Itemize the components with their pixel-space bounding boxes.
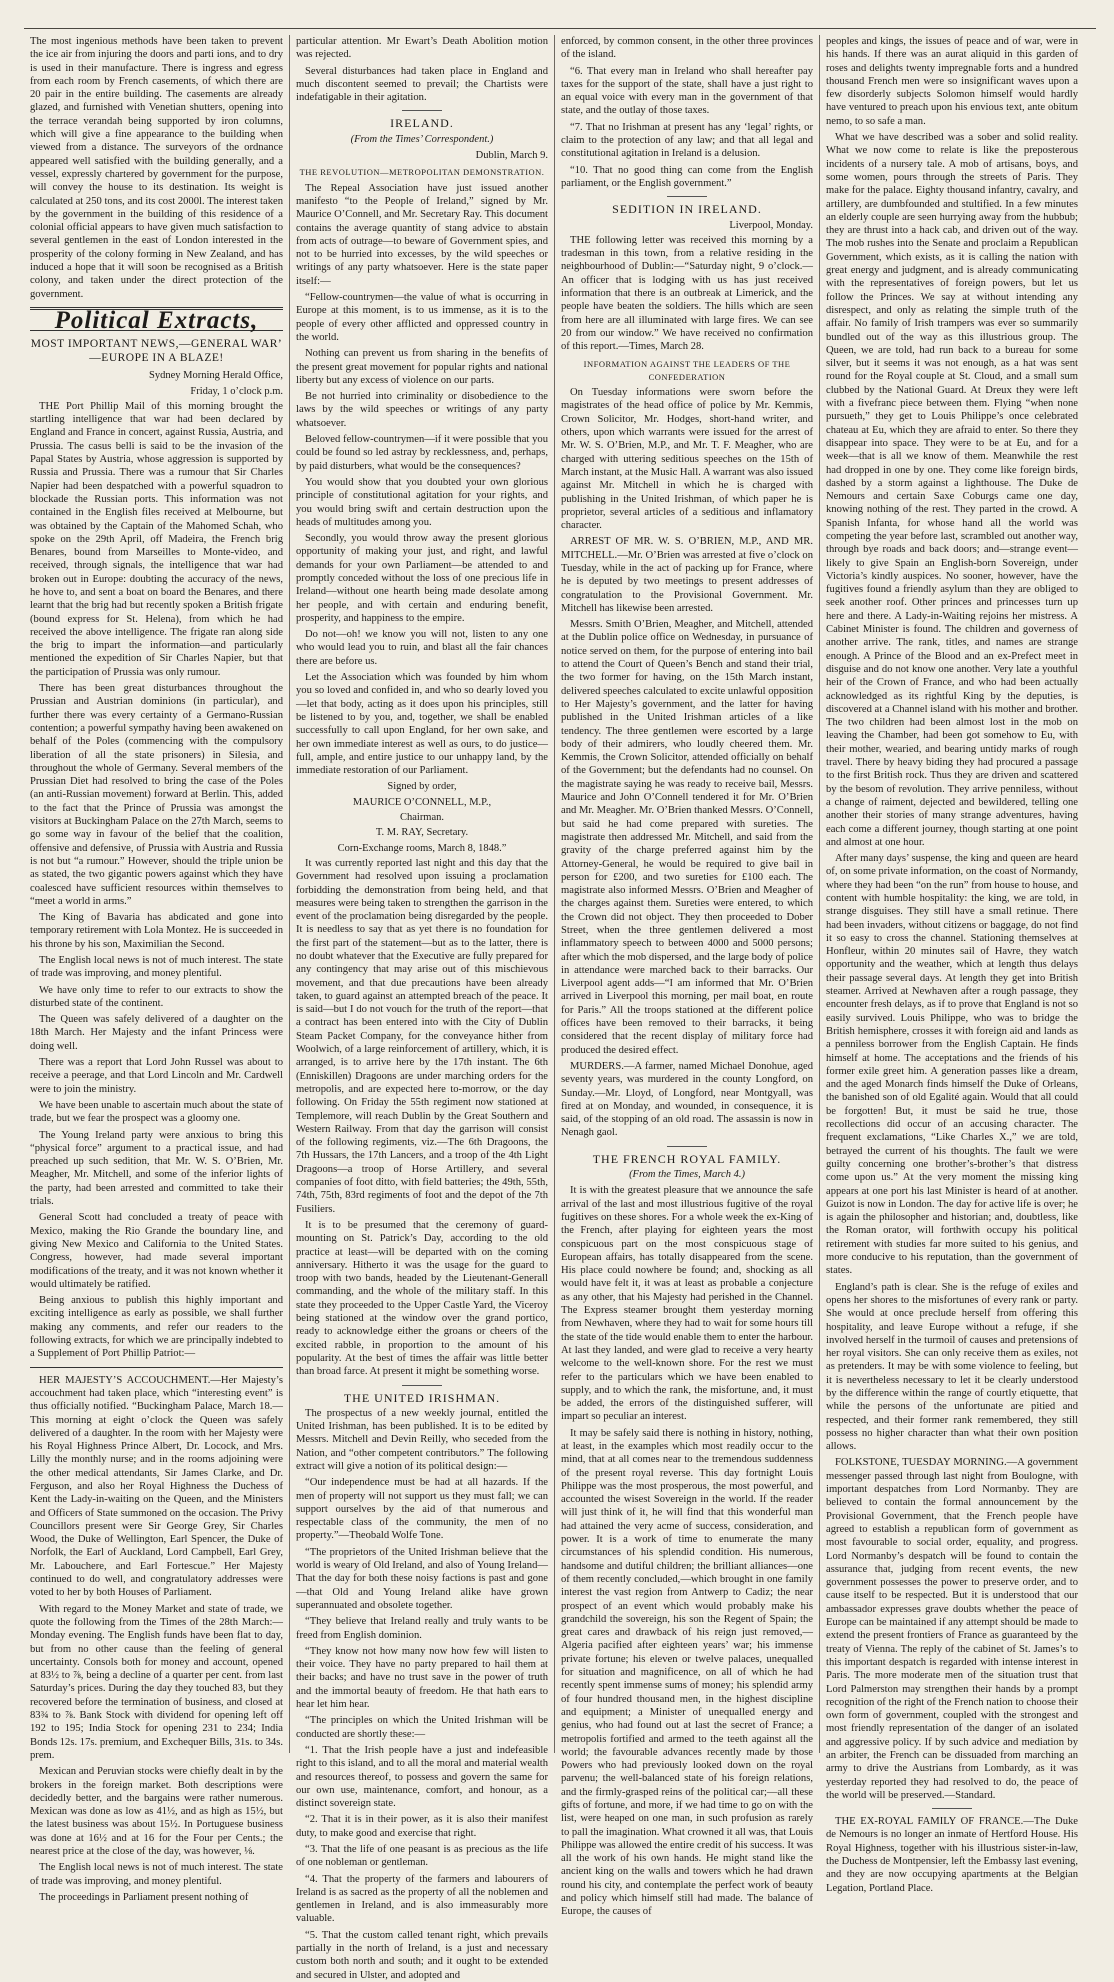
article-paragraph: General Scott had concluded a treaty of peace with Mexico, making the Rio Grande the boundary line, and giving New Mexico and California to the United States. Congress, however, had made several important modifications of the treaty, and it was not known whether it would ultimately be ratified. <box>30 1212 283 1290</box>
article-source: (From the Times’ Correspondent.) <box>350 133 494 145</box>
article-paragraph: “7. That no Irishman at present has any ‘legal’ rights, or claim to the protection of any law; and that all legal and constitutional agitation in Ireland is a delusion. <box>561 121 813 160</box>
article-paragraph: The Queen was safely delivered of a daughter on the 18th March. Her Majesty and the infant Princess were doing well. <box>30 1014 283 1052</box>
article-paragraph: HER MAJESTY’S ACCOUCHMENT.—Her Majesty’s accouchment had taken place, which “interesting event” is thus officially notified. “Buckingham Palace, March 18.—This morning at eight o’clock the Queen was safely delivered of a daughter. In the room with her Majesty were his Royal Highness Prince Albert, Dr. Locock, and Mrs. Lilly the monthly nurse; and in the rooms adjoining were the other medical attendants, Sir James Clarke, and Dr. Ferguson, and also her Royal Highness the Duchess of Kent the Lady-in-waiting on the Queen, and the Ministers and Officers of State summoned on the occasion. The Privy Councillors present were Sir George Grey, Sir Charles Wood, the Duke of Wellington, Earl Spencer, the Duke of Norfolk, the Earl of Auckland, Lord Campbell, Earl Grey, Mr. Labouchere, and Earl Fortescue.” Her Majesty continued to do well, and congratulatory addresses were voted to her by both Houses of Parliament. <box>30 1374 283 1599</box>
article-paragraph: What we have described was a sober and solid reality. What we now come to relate is like the preposterous incidents of a nursery tale. A mob of artisans, boys, and some women, pours through the streets of Paris. They make for the palace. Eighty thousand infantry, cavalry, and artillery, are dumbfounded and stultified. In a few minutes an elderly couple are seen hurrying away from the hubbub; they are thrust into a hack cab, and driven out of the way. The mob rushes into the Senate and proclaim a Republican Government, which exists, as it is calling the nation with great energy and judgment, and is already communicating with the representatives of foreign powers, but let us follow the Princes. We say at without intending any disrespect, and only as relating the simple truth of the affair. No family of Irish trampers was ever so summarily bundled out of the way as this illustrious group. The Queen, we are told, had run back to a bureau for some silver, but it seems it was not enough, as a hat was sent round for the Royal couple at St. Cloud, and a small sum clubbed by the National Guard. At Dreux they were left with a fivefranc piece between them. Flying “when none pursueth,” they get to Louis Philippe’s once celebrated chateau at Eu, which they are afraid to enter. So there they disappear into space. They were to be at Eu, and for a week—that is all we know of them. Meanwhile the rest had dropped in one by one. They come like foreign birds, dashed by a storm against a lighthouse. The Duke de Nemours and certain Saxe Coburgs came one day, knowing nothing of the rest. They parted in the crowd. A Spanish Infanta, for whose hand all the world was competing the year before last, scrambled out another way, through bye roads and back doors; and—strange event—likely to give Spain an English-born Sovereign, under Victoria’s kindly auspices. No sooner, however, have the fugitives found a friendly asylum than they are obliged to seek another roof. Other princes and princesses turn up here and there. A Lady-in-Waiting rejoins her mistress. A Cabinet Minister is found. The children and governess of another arrive. The rank, titles, and names are strange enough. A Prince of the Blood and an ex-Prefect meet in disguise and do not know one another. Very late a youthful heir of the Crown of France, and who had been actually acknowledged as its rightful King by the deputies, is discovered at a Channel island with his mother and brother. The two children had been almost lost in the mob on leaving the Chamber, had been got somehow to Eu, with their mother, wearied, and bearing untidy marks of rough travel. There by heavy biding they had procured a passage to the first British rock. Thus they are driven and scattered by the besom of revolution. They arrive penniless, without a change of raiment, dejected and bewildered, telling one another their stories of many strange adventures, having each come a different journey, though starting at one point and almost at one hour. <box>826 132 1078 848</box>
article-paragraph: Let the Association which was founded by him whom you so loved and confided in, and who so dearly loved you—let that body, acting as it does upon his principles, still be listened to by you, and, together, we shall be enabled successfully to call upon England, for her own sake, and her own immediate interest as well as ours, to do justice—full, ample, and entire justice to our unhappy land, by the immediate restoration of our Parliament. <box>296 672 548 777</box>
signature-line: Signed by order, <box>387 781 457 793</box>
section-title: Political Extracts, <box>30 307 283 331</box>
article-paragraph: It was currently reported last night and this day that the Government had resolved upon issuing a proclamation forbidding the demonstration from being held, and that measures were being taken to strengthen the garrison in the event of the proclamation being disregarded by the people. It is needless to say that as yet there is no foundation for the first part of the statement—but as to the latter, there is no doubt whatever that the Executive are fully prepared for any contingency that may arise out of this mischievous movement, and that due precautions have been already taken, to guard against an attempted breach of the peace. It is said—but I do not vouch for the truth of the report—that a contract has been entered into with the City of Dublin Steam Packet Company, for the conveyance hither from Woolwich, of a large reinforcement of artillery, which, it is arranged, is to arrive here by the 17th instant. The 6th (Enniskillen) Dragoons are under marching orders for the metropolis, and are expected here to-morrow, or the day following. On Friday the 55th regiment now stationed at Templemore, will reach Dublin by the Great Southern and Western Railway. From that day the garrison will consist of the following regiments, viz.—The 6th Dragoons, the 7th Hussars, the 17th Lancers, and a troop of the 4th Light Dragoons—a troop of Horse Artillery, and several companies of foot ditto, with field batteries; the 49th, 55th, 74th, 75th, 83rd regiments of foot and the depot of the 7th Fusiliers. <box>296 857 548 1215</box>
article-paragraph: THE Port Phillip Mail of this morning brought the startling intelligence that war had been declared by England and France in concert, against Russia, Austria, and Prussia. The casus belli is said to be the invasion of the Papal States by Austria, whose aggression is supported by Russia and Prussia. There was a rumour that Sir Charles Napier had been despatched with a powerful squadron to blockade the Russian ports. This information was not contained in the English files received at Melbourne, but was obtained by the Captain of the Mahomed Schah, who spoke on the 29th April, off Madeira, the French brig Benares, bound from Marseilles to Monte-video, and received, through signals, the intelligence that war had broken out in Europe: doubting the accuracy of the news, he hove to, and sent a boat on board the Benares, and there learnt that the brig had but recently spoken a British frigate (bound express for St. Helena), from which he had received the above intelligence. The frigate ran along side the brig to impart the information—and particularly mentioned the expedition of Sir Charles Napier, but that the participation of Prussia was only rumour. <box>30 400 283 678</box>
columns <box>24 35 1096 1981</box>
office-date: Friday, 1 o’clock p.m. <box>190 385 283 397</box>
article-paragraph: THE following letter was received this morning by a tradesman in this town, from a relative residing in the neighbourhood of Dublin:—“Saturday night, 9 o’clock.—An officer that is lodging with us has just received information that there is an outbreak at Limerick, and the people have beaten the soldiers. The hills which are seen from here are all illuminated with large fires. We can see 20 from our window.” We have received no confirmation of this report.—Times, March 28. <box>561 234 813 353</box>
headline: MOST IMPORTANT NEWS,—GENERAL WAR’ —EUROPE IN A BLAZE! <box>30 338 283 365</box>
column-4 <box>819 35 1084 1894</box>
article-paragraph: The King of Bavaria has abdicated and gone into temporary retirement with Lola Montez. He is succeeded in his throne by his son, Maximilian the Second. <box>30 912 283 950</box>
article-paragraph: The Young Ireland party were anxious to bring this “physical force” argument to a practical issue, and had preached up such sedition, that Mr. W. S. O’Brien, Mr. Meagher, Mr. Mitchell, and some of the inferior lights of the party, had been arrested and committed to take their trials. <box>30 1129 283 1208</box>
divider <box>932 1808 972 1809</box>
article-paragraph: The most ingenious methods have been taken to prevent the ice air from injuring the doors and parti ions, and to dry is used in their manufacture. There is ingress and egress from each room by French casements, of which there are 20 pair in the entire building. The casements are already glazed, and furnished with Venetian shutters, opening into the terrace verandah being supported by iron columns, which will give a fine appearance to the building when viewed from a distance. The surveyors of the ordnance appeared well satisfied with the building generally, and a vessel, expressly chartered by government for the purpose, will convey the house to its destination. Its weight is calculated at 250 tons, and its cost 2000l. The interest taken by the government in the building of this residence of a colonial official appears to have given much satisfaction to several gentlemen in the east of London interested in the prosperity of the colony forming in New Zealand, and has induced a hope that it will soon be recognised as a British colony, and taken under the direct protection of the government. <box>30 36 283 300</box>
article-paragraph: Messrs. Smith O’Brien, Meagher, and Mitchell, attended at the Dublin police office on Wednesday, in pursuance of notice served on them, for the purpose of entering into bail to attend the Court of Queen’s Bench and stand their trial, the two former for having, on the 15th March instant, delivered speeches calculated to excite unlawful opposition to Her Majesty’s government, and the latter for having published in the United Irishman articles of a like tendency. The three gentlemen were escorted by a large body of their admirers, who loudly cheered them. Mr. Kemmis, the Crown Solicitor, attended officially on behalf of the Government; but the defendants had no counsel. On the magistrate saying he was ready to receive bail, Messrs. Maurice and John O’Connell tendered it for Mr. O’Brien and Mr. Meagher. Mr. O’Brien thanked Messrs. O’Connell, but said he had come prepared with sureties. The magistrate then addressed Mr. Mitchell, and said from the gravity of the charge preferred against him by the Attorney-General, he would be required to give bail in person for £200, and two sureties for £100 each. The magistrate also informed Messrs. O’Brien and Meagher of the charges against them. Sureties were entered, to which the Crown did not object. They then proceeded to Dober Street, when the three gentlemen delivered a most inflammatory speech to between 4000 and 5000 persons; after which the mob dispersed, and the large body of police in attendance were marched back to their barracks. Our Liverpool agent adds—“I am informed that Mr. O’Brien arrived in Liverpool this morning, per mail boat, en route for Paris.” All the troops stationed at the different police offices have been removed to their barracks, it being considered that the recent display of military force had produced the desired effect. <box>561 619 813 1056</box>
article-paragraph: Do not—oh! we know you will not, listen to any one who would lead you to ruin, and blast all the fair chances there are before us. <box>296 629 548 667</box>
article-paragraph: You would show that you doubted your own glorious principle of constitutional agitation for your rights, and you would bring swift and certain destruction upon the heads of multitudes among you. <box>296 476 548 528</box>
article-paragraph: The Repeal Association have just issued another manifesto “to the People of Ireland,” signed by Mr. Maurice O’Connell, and Mr. Secretary Ray. This document contains the average quantity of stang advice to abstain from acts of outrage—to beware of Government spies, and not to be hurried into excesses, by the wild speeches or writings of any party whatsoever. Here is the state paper itself:— <box>296 182 548 287</box>
article-paragraph: Beloved fellow-countrymen—if it were possible that you could be found so led astray by recklessness, and, perhaps, by paid disturbers, what would be the consequences? <box>296 434 548 472</box>
article-heading: THE UNITED IRISHMAN. <box>343 1390 501 1405</box>
article-paragraph: “They believe that Ireland really and truly wants to be freed from English dominion. <box>296 1616 548 1641</box>
article-paragraph: It may be safely said there is nothing in history, nothing, at least, in the examples which most readily occur to the mind, that at all comes near to the tremendous suddenness of the present royal reverse. This day fortnight Louis Philippe was the most prosperous, the most powerful, and accounted the wisest Sovereign in the world. If the reader will just think of it, he will find that this wonderful man had attained the very acme of success, consideration, and power. It is a work of time to enumerate the many circumstances of his splendid condition. His numerous, handsome and dutiful children; the brilliant alliances—one of them recently concluded,—which brought in one family interest the vast region from Antwerp to Cadiz; the near prospect of an event which would probably make his grandchild the sovereign, his son the Regent of Spain; the great cares and drawback of his reign just removed,—Algeria pacified after eighteen years’ war; his immense private fortune; his eleven or twelve palaces, unequalled for situation and magnificence, on all of which he had recently spent immense sums of money; his splendid army of four hundred thousand men, in the highest discipline and equipment; a Minister of unequalled energy and genius, who had found out at last the secret of France; a metropolis fortified and armed to the teeth against all the world; the favourable advances recently made by those Powers who had previously looked down on the royal parvenu; the well-balanced state of his foreign relations, and the firmly-grasped reins of the political car;—all these gifts of fortune, and more, if we had time to go on with the list, were heaped on one man, in such profusion as rarely to pall the imagination. What crowned it all was, that Louis Philippe was allowed the entire credit of his success. It was all the work of his own hands. He might stand like the ancient king on the walls and towers which he had drawn round his city, and contemplate the perfect work of beauty and policy which himself still had made. The balance of Europe, the causes of <box>561 1427 813 1918</box>
article-paragraph: There was a report that Lord John Russel was about to receive a peerage, and that Lord Lincoln and Mr. Cardwell were to join the ministry. <box>30 1057 283 1095</box>
article-paragraph: Several disturbances had taken place in England and much discontent seemed to prevail; the Chartists were indefatigable in their agitation. <box>296 65 548 104</box>
article-paragraph: We have only time to refer to our extracts to show the disturbed state of the continent. <box>30 984 283 1009</box>
article-heading: THE FRENCH ROYAL FAMILY. <box>592 1151 782 1166</box>
subheading: INFORMATION AGAINST THE LEADERS OF THE CONFEDERATION <box>583 358 791 382</box>
article-paragraph: “The principles on which the United Irishman will be conducted are shortly these:— <box>296 1715 548 1740</box>
article-paragraph: After many days’ suspense, the king and queen are heard of, on some private information, on the coast of Normandy, where they had been “on the run” from house to house, and content with humble hospitality: the king, we are told, in strange disguises. They still have a small retinue. There had been invaders, without citizens or baggage, do not find it so easy to cross the channel. Stationing themselves at Honfleur, within 20 minutes sail of Havre, they watch opportunity and the weather, which at length thus delays their passage several days. At length they get into British steamer. Arrived at Newhaven after a rough passage, they encounter fresh delays, as if to prove that England is not so easily survived. Louis Philippe, who was to bridge the British hemisphere, crosses it with foreign aid and lands as a penniless borrower from the English Captain. He finds himself at home. The acceptations and the friends of his former exile greet him. A generation passes like a dream, and the aged Monarch finds himself the Duke of Orleans, the banished son of old Egalité again. Would that all could be forgotten! But, it must be said he true, those recollections did occur of an accusing character. The frequent exclamations, “Like Charles X.,” we are told, betrayed the current of his thoughts. The fault we were guilty concerning one brother’s-brother’s that distress come upon us.” At the very moment the missing king appears at one port his last Minister is heard of at another. Guizot is now in London. The day for active life is over; he is again the philosopher and historian; and, doubtless, like the Roman orator, will forthwith occupy his political retirement with studies far more suited to his genius, and more conducive to his reputation, than the government of states. <box>826 853 1078 1277</box>
column-1 <box>24 35 289 1903</box>
article-paragraph: The English local news is not of much interest. The state of trade was improving, and money plentiful. <box>30 1862 283 1887</box>
divider <box>402 1385 442 1386</box>
article-paragraph: “The proprietors of the United Irishman believe that the world is weary of Old Ireland, and also of Young Ireland—That the day for both these noisy factions is past and gone—that Old and Young Ireland alike have grown superannuated and obsolete together. <box>296 1546 548 1611</box>
divider <box>30 1367 283 1368</box>
divider <box>667 1146 707 1147</box>
article-paragraph: There has been great disturbances throughout the Prussian and Austrian dominions (in particular), and further there was every certainty of a Germano-Russian contention; a powerful sympathy having been awakened on behalf of the Poles (commencing with the compulsory liberation of all the state prisoners) in Silesia, and throughout the whole of Germany. Several members of the Prussian Diet had resolved to bring the case of the Poles (an anti-Russian movement) forward at Berlin. This, added to the fact that the Prince of Prussia was amongst the visitors at Buckingham Palace on the 27th March, seems to go some way in favour of the belief that the coalition, offensive and defensive, of Prussia with Austria and Russia is not but “a rumour.” However, should the triple union be as stated, the two gigantic powers against which they have coalesced have sufficient resources within themselves to “meet a world in arms.” <box>30 683 283 907</box>
article-paragraph: peoples and kings, the issues of peace and of war, were in his hands. If there was an aurat aliquid in this garden of roses and delights twenty impregnable forts and a hundred thousand French men were so insignificant waves upon a few disorderly subjects Solomon himself would hardly have ventured to preach upon his envious text, ante obitum nemo, to so safe a man. <box>826 36 1078 127</box>
article-paragraph: Being anxious to publish this highly important and exciting intelligence as early as possible, we shall further making any comments, and refer our readers to the following extracts, for which we are principally indebted to a Supplement of Port Phillip Patriot:— <box>30 1295 283 1360</box>
article-paragraph: “Fellow-countrymen—the value of what is occurring in Europe at this moment, is to us immense, as it is to the people of every other afflicted and oppressed country in the world. <box>296 292 548 343</box>
column-2 <box>289 35 554 1981</box>
article-paragraph: With regard to the Money Market and state of trade, we quote the following from the Times of the 28th March:—Monday evening. The English funds have been flat to day, but from no other cause than the feeling of general uncertainty. Consols both for money and account, opened at 83½ to ⅞, being a decline of a quarter per cent. from last Saturday’s prices. During the day they touched 83, but they recovered before the termination of business, and closed at 83¾ to ⅞. Bank Stock with dividend for opening left off 192 to 195; India Stock for opening 231 to 234; India Bonds 12s. 17s. premium, and Exchequer Bills, 31s. to 34s. prem. <box>30 1603 283 1761</box>
subheading: THE REVOLUTION—METROPOLITAN DEMONSTRATION. <box>299 167 545 178</box>
article-paragraph: “4. That the property of the farmers and labourers of Ireland is as sacred as the property of all the noblemen and gentlemen in Ireland, and is also immeasurably more valuable. <box>296 1873 548 1925</box>
article-source: (From the Times, March 4.) <box>629 1169 745 1181</box>
dateline: Dublin, March 9. <box>475 150 548 162</box>
article-paragraph: “Our independence must be had at all hazards. If the men of property will not support us they must fall; we can support ourselves by the aid of that numerous and respectable class of the community, the men of no property.”—Theobald Wolfe Tone. <box>296 1477 548 1542</box>
article-paragraph: On Tuesday informations were sworn before the magistrates of the head office of police by Mr. Kemmis, Crown Solicitor, Mr. Hodges, short-hand writer, and others, upon which warrants were issued for the arrest of Mr. W. S. O’Brien, M.P., and Mr. T. F. Meagher, who are charged with uttering seditious speeches on the 15th of March instant, at the Music Hall. A warrant was also issued against Mr. Mitchell in which he is charged with publishing in the United Irishman, of which paper he is proprietor, several articles of a seditious and inflamatory character. <box>561 387 813 532</box>
article-paragraph: England’s path is clear. She is the refuge of exiles and opens her shores to the misfortunes of every rank or party. She would at once preclude herself from offering this hospitality, and leave Europe without a refuge, if she involved herself in the turmoil of causes and pretensions of her royal visitors. She can only receive them as exiles, not as pretenders. It may be with some violence to feeling, but it is nevertheless necessary to let it be clearly understood by the difference within the range of courtly etiquette, that while the persons of the unfortunate are pitied and respected, and their former rank remembered, they still possess no higher character than what their own position allows. <box>826 1281 1078 1453</box>
signature-line: Corn-Exchange rooms, March 8, 1848.” <box>337 842 507 854</box>
article-paragraph: It is with the greatest pleasure that we announce the safe arrival of the last and most illustrious fugitive of the royal fugitives on these shores. For a whole week the ex-King of the French, after playing for eighteen years the most conspicuous part on the most conspicuous stage of European affairs, has totally disappeared from the scene. His place could nowhere be found; and, shocking as all would have felt it, it was at least as probable a conjecture as any other, that his Majesty had perished in the Channel. The Express steamer brought them yesterday morning from Newhaven, where they had to wait for some hours till the state of the tide would enable them to enter the harbour. At last they landed, and were glad to receive a very hearty welcome to the well-known shore. For the rest we must refer to the particulars which we have been enabled to supply, and to which the rank, the misfortune, and, it must be added, the errors of the distinguished sufferer, will impart so peculiar an interest. <box>561 1185 813 1423</box>
article-paragraph: “3. That the life of one peasant is as precious as the life of one nobleman or gentleman. <box>296 1844 548 1869</box>
article-paragraph: ARREST OF MR. W. S. O’BRIEN, M.P., AND MR. MITCHELL.—Mr. O’Brien was arrested at five o’clock on Tuesday, while in the act of packing up for France, where he is deputed by two meetings to present addresses of congratulation to the Provisional Government. Mr. Mitchell has likewise been arrested. <box>561 536 813 614</box>
article-paragraph: Secondly, you would throw away the present glorious opportunity of making your just, and right, and lawful demands for your own Parliament—be attended to and promptly conceded without the loss of one precious life in Ireland—without one hearth being made desolate among her people, and with certain and enduring benefit, prosperity, and happiness to the empire. <box>296 533 548 624</box>
article-paragraph: It is to be presumed that the ceremony of guard-mounting on St. Patrick’s Day, according to the old practice at least—will be departed with on the coming anniversary. Hitherto it was the usage for the guard to troop with two bands, headed by the Lieutenant-Generall commanding, and the whole of the military staff. In this state they proceeded to the Upper Castle Yard, the Viceroy being stationed at the window over the grand portico, ready to acknowledge either the groans or cheers of the excited rabble, in proportion to the amount of his popularity. At the best of times the affair was little better than broad farce. At present it might be something worse. <box>296 1219 548 1378</box>
article-paragraph: “1. That the Irish people have a just and indefeasible right to this island, and to all the moral and material wealth and resources thereof, to possess and govern the same for our own use, maintenance, comfort, and honour, as a distinct sovereign state. <box>296 1744 548 1810</box>
office-line: Sydney Morning Herald Office, <box>149 370 283 382</box>
article-paragraph: The prospectus of a new weekly journal, entitled the United Irishman, has been published. It is to be edited by Messrs. Mitchell and Devin Reilly, who seceded from the Nation, and “other competent contributors.” The following extract will give a notion of its political design:— <box>296 1407 548 1472</box>
article-paragraph: “5. That the custom called tenant right, which prevails partially in the north of Ireland, is a just and necessary custom both north and south; and it ought to be extended and secured in Ulster, and adopted and <box>296 1929 548 1981</box>
article-paragraph: MURDERS.—A farmer, named Michael Donohue, aged seventy years, was murdered in the county Longford, on Sunday.—Mr. Lloyd, of Longford, near Montgyall, was fired at on Monday, and wounded, in consequence, it is said, of the stopping of an old road. The assassin is now in Nenagh gaol. <box>561 1060 813 1139</box>
dateline: Liverpool, Monday. <box>729 219 813 231</box>
article-paragraph: The proceedings in Parliament present nothing of <box>39 1891 249 1903</box>
article-paragraph: Mexican and Peruvian stocks were chiefly dealt in by the brokers in the foreign market. Both descriptions were decidedly better, and the bargains were rather numerous. Mexican was done as low as 41½, and as high as 15½, but the latest business was about 15½. In Portuguese business was done at 16½ and at 16 for the Four per Cents.; the nearest price at the close of the day, was however, ⅛. <box>30 1766 283 1857</box>
article-paragraph: THE EX-ROYAL FAMILY OF FRANCE.—The Duke de Nemours is no longer an inmate of Hertford House. His Royal Highness, together with his illustrious sister-in-law, the Duchess de Montpensier, left the Embassy last evening, and they are now occupying apartments at the Belgian Legation, Portland Place. <box>826 1816 1078 1894</box>
article-paragraph: We have been unable to ascertain much about the state of trade, but we fear the prospect was a gloomy one. <box>30 1099 283 1125</box>
signature-line: Chairman. <box>399 812 445 824</box>
article-paragraph: “2. That it is in their power, as it is also their manifest duty, to make good and exercise that right. <box>296 1814 548 1839</box>
signature-line: T. M. RAY, Secretary. <box>375 827 469 839</box>
article-paragraph: FOLKSTONE, TUESDAY MORNING.—A government messenger passed through last night from Boulogne, with important despatches from Lord Normanby. They are believed to contain the formal announcement by the Provisional Government, that the French people have agreed to establish a republican form of government as most favourable to social order, equality, and progress. Lord Normanby’s despatch will be found to contain the assurance that, judging from recent events, the new government possesses the power to preserve order, and to cause itself to be respected. But it is understood that our ambassador expresses grave doubts whether the peace of Europe can be maintained if any attempt should be made to extend the present frontiers of France as guaranteed by the treaty of Vienna. The reply of the cabinet of St. James’s to this important despatch is regarded with intense interest in Paris. The more moderate men of the situation trust that Lord Palmerston may strengthen their hands by a prompt recognition of the right of the French nation to choose their own form of government, coupled with the strongest and most friendly representation of the danger of an isolated and aggressive policy. If by such advice and mediation by an arbiter, the French can be dissuaded from marching an army to drive the Austrians from Lombardy, as it was yesterday reported they had resolved to do, the peace of the world will be preserved.—Standard. <box>826 1457 1078 1801</box>
article-paragraph: Nothing can prevent us from sharing in the benefits of the present great movement for popular rights and national liberty but any excess of violence on our parts. <box>296 348 548 386</box>
divider <box>667 196 707 197</box>
page-header-rule <box>24 14 1096 29</box>
article-paragraph: “10. That no good thing can come from the English parliament, or the English government.” <box>561 164 813 189</box>
column-3 <box>554 35 819 1918</box>
article-paragraph: “6. That every man in Ireland who shall hereafter pay taxes for the support of the state, shall have a just right to an equal voice with every man in the government of that state, and the outlay of those taxes. <box>561 65 813 117</box>
article-paragraph: particular attention. Mr Ewart’s Death Abolition motion was rejected. <box>296 36 548 61</box>
signature-line: MAURICE O’CONNELL, M.P., <box>352 796 492 808</box>
article-paragraph: Be not hurried into criminality or disobedience to the laws by the wild speeches or writings of any party whatsoever. <box>296 391 548 429</box>
article-heading: IRELAND. <box>390 116 454 131</box>
article-paragraph: enforced, by common consent, in the other three provinces of the island. <box>561 36 813 61</box>
article-heading: SEDITION IN IRELAND. <box>612 202 762 217</box>
divider <box>402 110 442 111</box>
article-paragraph: The English local news is not of much interest. The state of trade was improving, and money plentiful. <box>30 955 283 980</box>
article-paragraph: “They know not how many now how few will listen to their voice. They have no party prepared to hail them at their backs; and have no trust save in the power of truth and the immortal beauty of freedom. He that hath ears to hear let him hear. <box>296 1645 548 1711</box>
